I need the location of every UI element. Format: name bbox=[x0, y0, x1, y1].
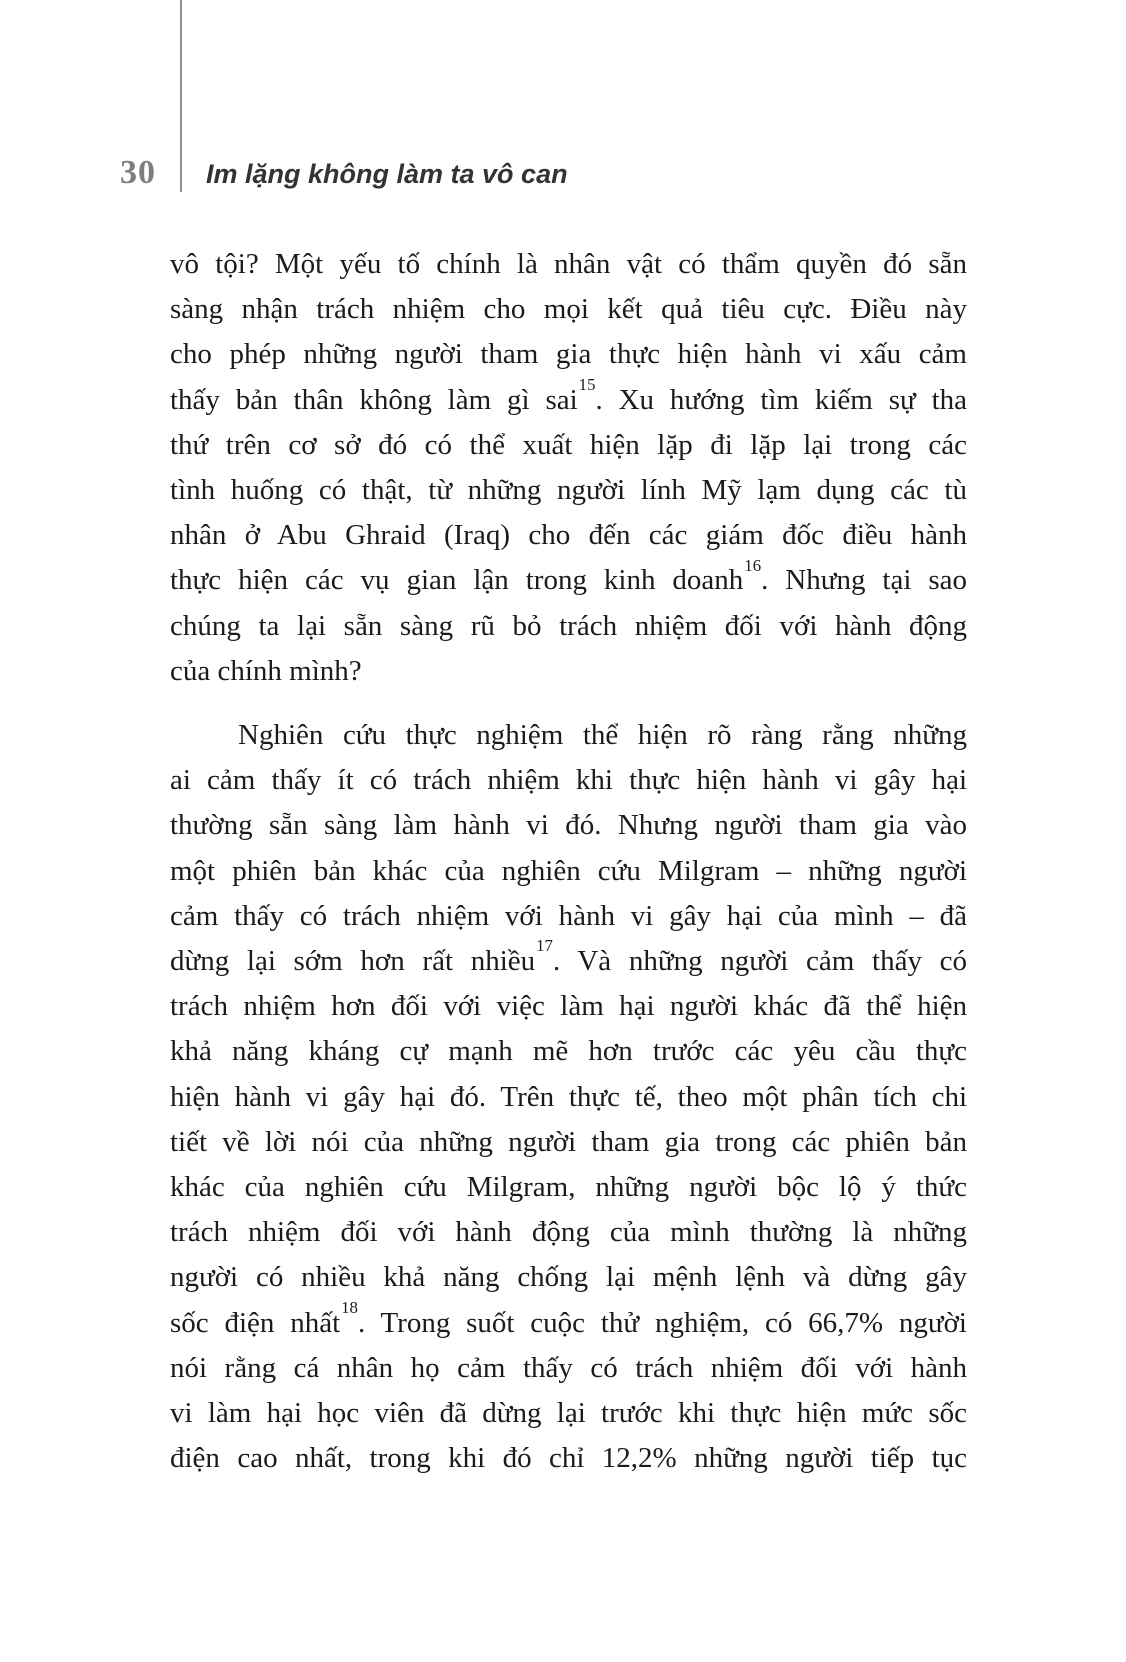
running-header-title: Im lặng không làm ta vô can bbox=[206, 159, 568, 189]
paragraph bbox=[170, 242, 967, 694]
footnote-marker: 18 bbox=[341, 1297, 358, 1317]
text-line: một phiên bản khác của nghiên cứu Milgram – những người bbox=[170, 854, 967, 887]
text-line: cho phép những người tham gia thực hiện hành vi xấu cảm bbox=[170, 338, 967, 371]
text-line: trách nhiệm hơn đối với việc làm hại người khác đã thể hiện bbox=[170, 990, 967, 1023]
text-line: người có nhiều khả năng chống lại mệnh lệnh và dừng gây bbox=[170, 1261, 967, 1294]
text-line: dừng lại sớm hơn rất nhiều$^{17}$. Và những người cảm thấy có bbox=[170, 936, 967, 978]
footnote-marker: 15 bbox=[578, 374, 596, 394]
footnote-marker: 16 bbox=[744, 555, 762, 575]
text-line: sốc điện nhất$^{18}$. Trong suốt cuộc thử nghiệm, có 66,7% người bbox=[170, 1297, 967, 1339]
text-line: của chính mình? bbox=[170, 654, 362, 687]
text-line: Nghiên cứu thực nghiệm thể hiện rõ ràng rằng những bbox=[238, 719, 967, 752]
text-line: thường sẵn sàng làm hành vi đó. Nhưng người tham gia vào bbox=[170, 809, 967, 842]
text-line: vô tội? Một yếu tố chính là nhân vật có thẩm quyền đó sẵn bbox=[170, 248, 967, 280]
paragraph bbox=[170, 713, 967, 1481]
text-line: trách nhiệm đối với hành động của mình thường là những bbox=[170, 1216, 967, 1249]
text-line: ai cảm thấy ít có trách nhiệm khi thực hiện hành vi gây hại bbox=[170, 764, 967, 797]
footnote-marker: 17 bbox=[536, 936, 553, 956]
text-line: nói rằng cá nhân họ cảm thấy có trách nhiệm đối với hành bbox=[170, 1351, 967, 1384]
text-line: sàng nhận trách nhiệm cho mọi kết quả tiêu cực. Điều này bbox=[170, 293, 967, 326]
text-line: thứ trên cơ sở đó có thể xuất hiện lặp đi lặp lại trong các bbox=[170, 428, 967, 461]
text-line: thực hiện các vụ gian lận trong kinh doanh$^{16}$. Nhưng tại sao bbox=[170, 555, 967, 597]
text-line: tình huống có thật, từ những người lính Mỹ lạm dụng các tù bbox=[170, 474, 967, 507]
text-line: cảm thấy có trách nhiệm với hành vi gây hại của mình – đã bbox=[170, 899, 967, 932]
text-line: thấy bản thân không làm gì sai$^{15}$. Xu hướng tìm kiếm sự tha bbox=[170, 374, 967, 416]
text-line: vi làm hại học viên đã dừng lại trước khi thực hiện mức sốc bbox=[170, 1397, 967, 1430]
text-line: tiết về lời nói của những người tham gia trong các phiên bản bbox=[170, 1125, 967, 1158]
header-divider-line bbox=[180, 0, 182, 192]
text-line: điện cao nhất, trong khi đó chỉ 12,2% những người tiếp tục bbox=[170, 1442, 967, 1475]
body-text bbox=[170, 242, 967, 1481]
text-line: khác của nghiên cứu Milgram, những người bộc lộ ý thức bbox=[170, 1171, 967, 1204]
text-line: khả năng kháng cự mạnh mẽ hơn trước các yêu cầu thực bbox=[170, 1035, 967, 1068]
text-line: chúng ta lại sẵn sàng rũ bỏ trách nhiệm đối với hành động bbox=[170, 609, 967, 642]
page-number: 30 bbox=[120, 154, 156, 191]
text-line: nhân ở Abu Ghraid (Iraq) cho đến các giám đốc điều hành bbox=[170, 519, 967, 552]
text-line: hiện hành vi gây hại đó. Trên thực tế, theo một phân tích chi bbox=[170, 1080, 967, 1113]
